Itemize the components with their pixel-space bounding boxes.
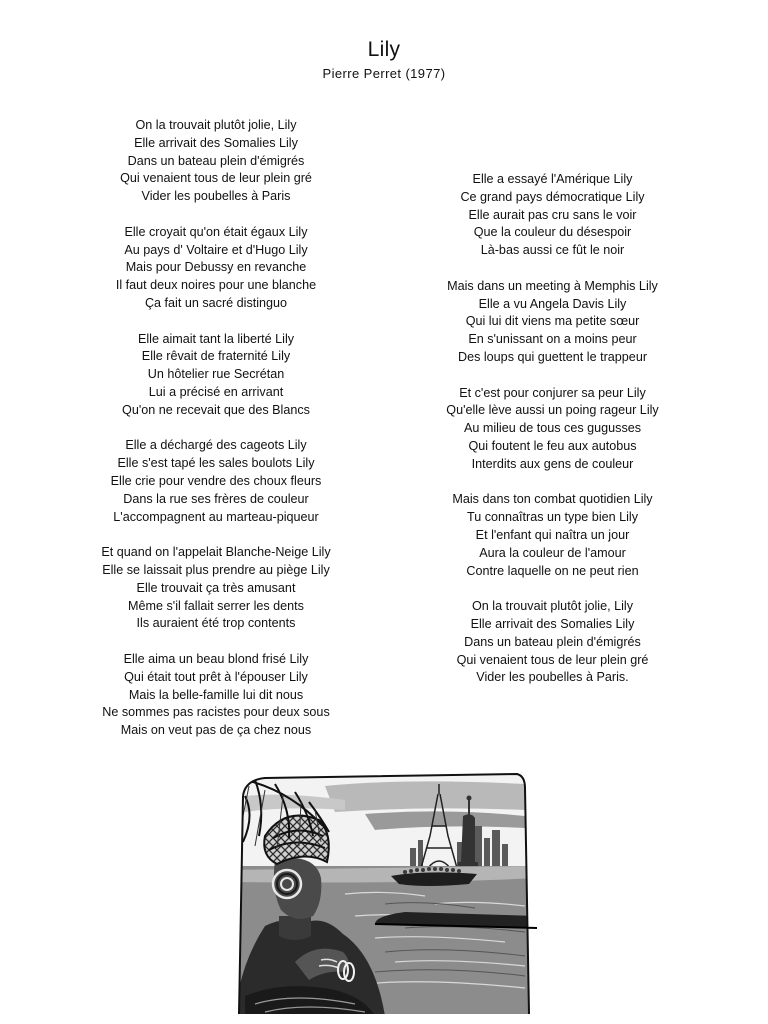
lyric-stanza bbox=[400, 385, 705, 474]
lyric-line: Elle se laissait plus prendre au piège Lily bbox=[102, 562, 330, 577]
lyric-line: En s'unissant on a moins peur bbox=[468, 332, 637, 347]
lyric-line: Ce grand pays démocratique Lily bbox=[460, 189, 645, 204]
lyric-stanza bbox=[60, 117, 372, 206]
lyric-line: Qui venaient tous de leur plein gré bbox=[456, 652, 649, 667]
lyric-line: Même s'il fallait serrer les dents bbox=[128, 598, 304, 613]
lyric-line: Elle a déchargé des cageots Lily bbox=[125, 438, 307, 453]
lyric-stanza bbox=[60, 651, 372, 740]
lyric-line: Il faut deux noires pour une blanche bbox=[115, 278, 317, 293]
lyric-line: Lui a précisé en arrivant bbox=[148, 384, 284, 399]
lyric-line: Qui était tout prêt à l'épouser Lily bbox=[124, 669, 308, 684]
lyric-line: Dans un bateau plein d'émigrés bbox=[127, 153, 305, 168]
lyric-line: Un hôtelier rue Secrétan bbox=[147, 367, 285, 382]
lyric-line: Qu'elle lève aussi un poing rageur Lily bbox=[446, 403, 659, 418]
lyric-line: Et l'enfant qui naîtra un jour bbox=[475, 527, 630, 542]
lyric-stanza bbox=[60, 331, 372, 420]
lyric-line: Vider les poubelles à Paris bbox=[141, 189, 291, 204]
lyric-line: On la trouvait plutôt jolie, Lily bbox=[135, 118, 297, 132]
lyric-line: Qui venaient tous de leur plein gré bbox=[120, 171, 312, 186]
lyric-line: On la trouvait plutôt jolie, Lily bbox=[471, 599, 633, 614]
lyric-stanza bbox=[60, 437, 372, 526]
lyric-line: Au milieu de tous ces gugusses bbox=[463, 421, 642, 436]
lyric-line: Dans la rue ses frères de couleur bbox=[123, 491, 309, 506]
lyric-line: Elle trouvait ça très amusant bbox=[136, 580, 296, 595]
lyric-stanza bbox=[400, 278, 705, 367]
song-title: Lily bbox=[367, 38, 401, 61]
lyric-line: Là-bas aussi ce fût le noir bbox=[480, 243, 625, 258]
lyric-line: L'accompagnent au marteau-piqueur bbox=[113, 509, 319, 524]
lyric-stanza bbox=[60, 544, 372, 633]
lyric-line: Elle aimait tant la liberté Lily bbox=[137, 331, 295, 346]
lyric-stanza bbox=[60, 224, 372, 313]
lyric-line: Elle rêvait de fraternité Lily bbox=[141, 349, 291, 364]
lyric-stanza bbox=[400, 598, 705, 687]
lyric-line: Et quand on l'appelait Blanche-Neige Lily bbox=[101, 545, 331, 560]
lyric-line: Qu'on ne recevait que des Blancs bbox=[122, 402, 310, 417]
lyric-line: Vider les poubelles à Paris. bbox=[476, 670, 629, 685]
lyric-line: Que la couleur du désespoir bbox=[473, 225, 632, 240]
lyric-line: Et c'est pour conjurer sa peur Lily bbox=[459, 385, 646, 400]
lyric-line: Elle arrivait des Somalies Lily bbox=[134, 135, 298, 150]
song-subtitle: Pierre Perret (1977) bbox=[322, 66, 446, 81]
lyric-line: Elle a vu Angela Davis Lily bbox=[478, 296, 627, 311]
lyric-stanza bbox=[400, 491, 705, 580]
lyric-line: Tu connaîtras un type bien Lily bbox=[466, 510, 639, 525]
lyric-line: Ne sommes pas racistes pour deux sous bbox=[102, 705, 330, 720]
lyric-line: Elle croyait qu'on était égaux Lily bbox=[124, 224, 308, 239]
lyric-line: Elle arrivait des Somalies Lily bbox=[470, 616, 635, 631]
lyric-line: Elle aurait pas cru sans le voir bbox=[468, 207, 637, 222]
lyric-line: Ils auraient été trop contents bbox=[136, 616, 296, 631]
lyric-line: Qui lui dit viens ma petite sœur bbox=[465, 314, 640, 329]
lyrics-column-left bbox=[60, 117, 372, 758]
lyric-line: Elle aima un beau blond frisé Lily bbox=[123, 651, 309, 666]
lyric-line: Mais la belle-famille lui dit nous bbox=[128, 687, 304, 702]
lyric-stanza bbox=[400, 171, 705, 260]
lyric-line: Elle crie pour vendre des choux fleurs bbox=[110, 473, 322, 488]
lyric-line: Dans un bateau plein d'émigrés bbox=[464, 634, 641, 649]
lyric-line: Interdits aux gens de couleur bbox=[471, 456, 634, 471]
illustration-image bbox=[225, 766, 537, 1016]
lyric-line: Contre laquelle on ne peut rien bbox=[466, 563, 639, 578]
lyric-line: Aura la couleur de l'amour bbox=[479, 545, 626, 560]
lyric-line: Mais dans un meeting à Memphis Lily bbox=[447, 278, 658, 293]
lyrics-column-right bbox=[400, 171, 705, 705]
lyric-line: Qui foutent le feu aux autobus bbox=[468, 438, 637, 453]
lyric-line: Elle a essayé l'Amérique Lily bbox=[472, 172, 633, 186]
lyric-line: Mais dans ton combat quotidien Lily bbox=[452, 492, 653, 507]
lyric-line: Mais on veut pas de ça chez nous bbox=[120, 723, 312, 738]
lyric-line: Des loups qui guettent le trappeur bbox=[457, 349, 648, 364]
lyric-line: Mais pour Debussy en revanche bbox=[125, 260, 307, 275]
lyric-line: Au pays d' Voltaire et d'Hugo Lily bbox=[124, 242, 308, 257]
lyric-line: Ça fait un sacré distinguo bbox=[144, 295, 288, 310]
lyric-line: Elle s'est tapé les sales boulots Lily bbox=[117, 456, 315, 471]
